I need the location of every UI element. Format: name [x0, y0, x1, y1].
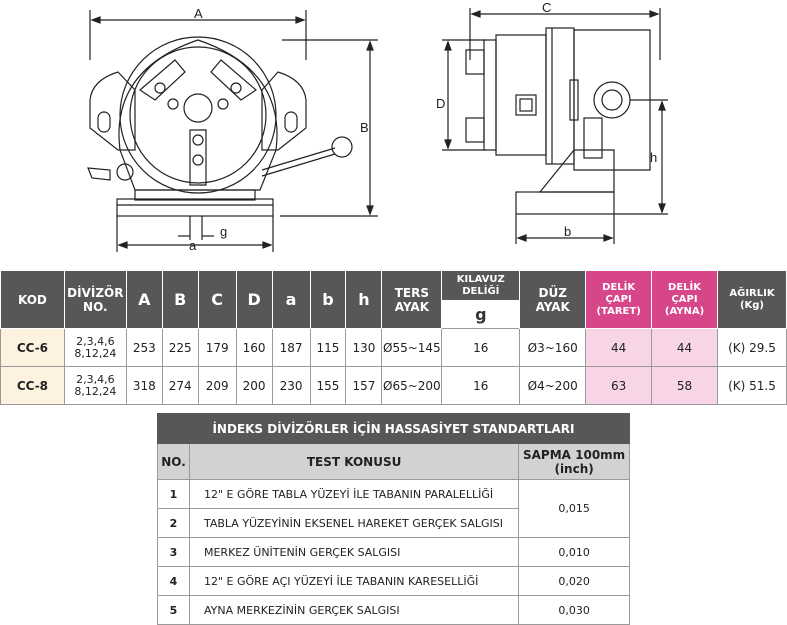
cell-D: 200: [236, 367, 272, 405]
row-value: 0,020: [519, 567, 630, 596]
header-h: h: [346, 271, 382, 329]
dim-label-A: A: [194, 6, 203, 21]
cell-D: 160: [236, 329, 272, 367]
cell-kod: CC-6: [1, 329, 65, 367]
header-no: NO.: [158, 444, 190, 480]
header-D: D: [236, 271, 272, 329]
cell-h: 157: [346, 367, 382, 405]
cell-g: 16: [442, 367, 520, 405]
cell-kod: CC-8: [1, 367, 65, 405]
row-topic: 12" E GÖRE TABLA YÜZEYİ İLE TABANIN PARALELLİĞİ: [189, 480, 518, 509]
row-topic: MERKEZ ÜNİTENİN GERÇEK SALGISI: [189, 538, 518, 567]
dim-label-b: b: [564, 224, 572, 239]
header-delik-capi-ayna: DELİK ÇAPI (AYNA): [652, 271, 718, 329]
table-row: [1, 367, 787, 405]
cell-A: 318: [126, 367, 162, 405]
table-row: [158, 480, 630, 509]
cell-ters: Ø65~200: [382, 367, 442, 405]
header-delik-capi-taret: DELİK ÇAPI (TARET): [586, 271, 652, 329]
table-row: [158, 596, 630, 625]
dim-label-D: D: [436, 96, 446, 111]
header-a: a: [272, 271, 310, 329]
table-row: [158, 567, 630, 596]
row-value: 0,015: [519, 480, 630, 538]
header-kod: KOD: [1, 271, 65, 329]
header-ters-ayak: TERS AYAK: [382, 271, 442, 329]
cell-b: 115: [310, 329, 346, 367]
header-kilavuz-deligi: KILAVUZ DELİĞİ: [442, 271, 520, 301]
header-b: b: [310, 271, 346, 329]
spec-table: [0, 270, 787, 405]
header-duz-ayak: DÜZ AYAK: [520, 271, 586, 329]
dim-label-C: C: [542, 0, 552, 15]
cell-ayna: 58: [652, 367, 718, 405]
cell-B: 225: [162, 329, 198, 367]
dim-label-a: a: [189, 238, 197, 253]
cell-duz: Ø4~200: [520, 367, 586, 405]
header-g: g: [442, 301, 520, 329]
row-value: 0,010: [519, 538, 630, 567]
cell-divizor: 2,3,4,6 8,12,24: [64, 367, 126, 405]
dim-label-h: h: [650, 150, 658, 165]
cell-b: 155: [310, 367, 346, 405]
row-topic: 12" E GÖRE AÇI YÜZEYİ İLE TABANIN KARESELLİĞİ: [189, 567, 518, 596]
header-agirlik: AĞIRLIK (Kg): [717, 271, 786, 329]
cell-taret: 44: [586, 329, 652, 367]
table-row: [158, 538, 630, 567]
cell-B: 274: [162, 367, 198, 405]
standards-title: İNDEKS DİVİZÖRLER İÇİN HASSASİYET STANDARTLARI: [158, 414, 630, 444]
cell-divizor: 2,3,4,6 8,12,24: [64, 329, 126, 367]
dim-label-B: B: [360, 120, 369, 135]
cell-a: 230: [272, 367, 310, 405]
cell-taret: 63: [586, 367, 652, 405]
header-test-konusu: TEST KONUSU: [189, 444, 518, 480]
table-row: [1, 329, 787, 367]
row-no: 2: [158, 509, 190, 538]
header-sapma: SAPMA 100mm (inch): [519, 444, 630, 480]
cell-C: 209: [198, 367, 236, 405]
row-no: 5: [158, 596, 190, 625]
header-C: C: [198, 271, 236, 329]
cell-duz: Ø3~160: [520, 329, 586, 367]
cell-ayna: 44: [652, 329, 718, 367]
row-no: 1: [158, 480, 190, 509]
cell-ters: Ø55~145: [382, 329, 442, 367]
row-topic: TABLA YÜZEYİNİN EKSENEL HAREKET GERÇEK SALGISI: [189, 509, 518, 538]
row-no: 4: [158, 567, 190, 596]
standards-table: [157, 413, 630, 625]
technical-drawing: [0, 0, 787, 268]
cell-h: 130: [346, 329, 382, 367]
row-no: 3: [158, 538, 190, 567]
front-view-drawing: [88, 10, 378, 252]
row-topic: AYNA MERKEZİNİN GERÇEK SALGISI: [189, 596, 518, 625]
cell-a: 187: [272, 329, 310, 367]
dim-label-g: g: [220, 224, 228, 239]
cell-agirlik: (K) 29.5: [717, 329, 786, 367]
cell-A: 253: [126, 329, 162, 367]
row-value: 0,030: [519, 596, 630, 625]
cell-g: 16: [442, 329, 520, 367]
header-divizor: DİVİZÖR NO.: [64, 271, 126, 329]
side-view-drawing: [442, 8, 668, 244]
header-B: B: [162, 271, 198, 329]
cell-agirlik: (K) 51.5: [717, 367, 786, 405]
cell-C: 179: [198, 329, 236, 367]
header-A: A: [126, 271, 162, 329]
